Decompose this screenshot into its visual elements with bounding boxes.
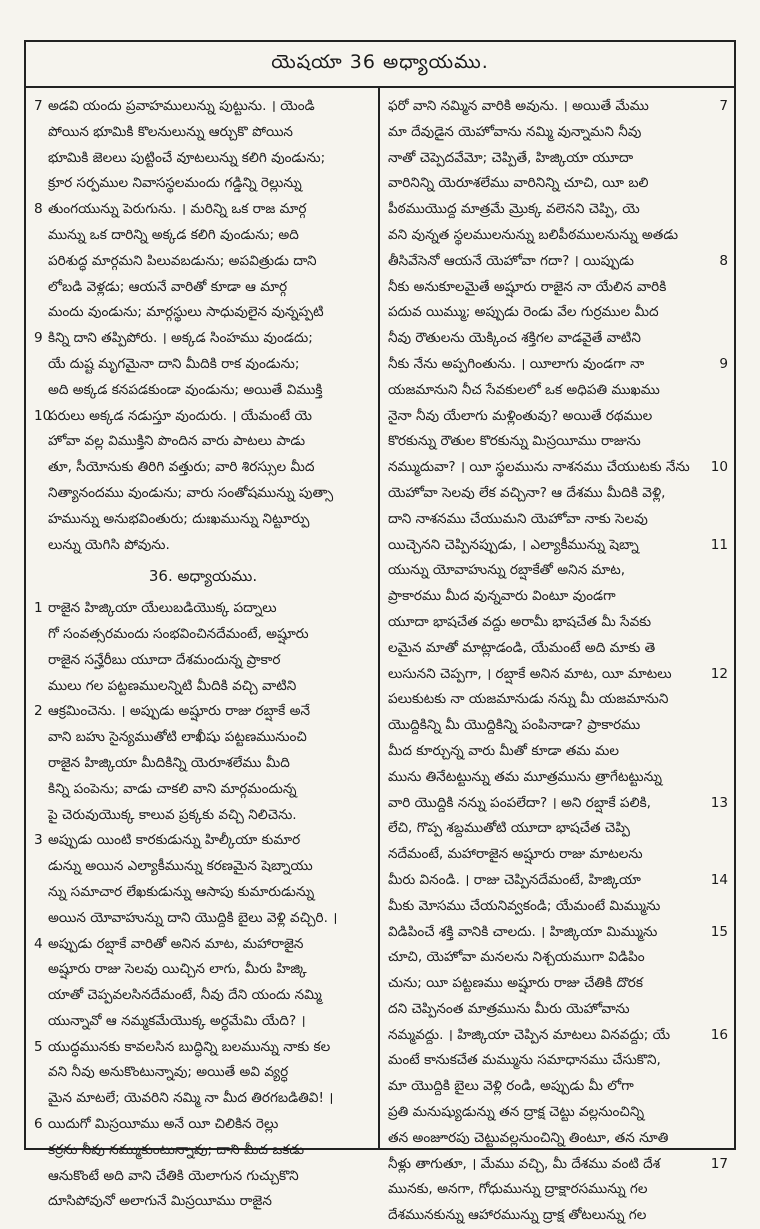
text-line <box>388 739 728 765</box>
text-line <box>34 1164 372 1190</box>
verse-number: 6 <box>34 1116 43 1133</box>
text-line <box>388 1152 728 1178</box>
verse-text: ములు గల పట్టణములన్నిటి మీదికి వచ్చి వాటిని <box>48 677 297 694</box>
verse-number <box>702 197 728 223</box>
verse-number <box>702 636 728 662</box>
verse-number <box>34 1138 48 1164</box>
verse-number <box>702 1203 728 1229</box>
verse-number <box>34 120 48 146</box>
verse-text: క్రూర సర్పముల నివాసస్థలమందు గడ్డిన్ని రెల్లున్ను <box>48 175 302 192</box>
text-line <box>388 894 728 920</box>
verse-number <box>34 1189 48 1215</box>
verse-number: 7 <box>719 98 728 114</box>
text-line <box>34 1112 372 1138</box>
verse-text: తుంగయున్ను పెరుగును. । మరిన్ని ఒక రాజ మార్గ <box>48 201 307 218</box>
verse-text: కిన్ని పంపెను; వాడు చాకలి వాని మార్గమందున్న <box>48 780 297 797</box>
verse-number <box>702 1177 728 1203</box>
verse-text: రాజైన సన్హేరీబు యూదా దేశమందున్న ప్రాకార <box>48 651 281 668</box>
verse-text: దని చెప్పినంత మాత్రమును మీరు యెహోవాను <box>388 1000 630 1017</box>
verse-text: మా యొద్దికి బైలు వెళ్లి రండి, అప్పుడు మీ లోగా <box>388 1078 634 1095</box>
text-line <box>388 146 728 172</box>
verse-number <box>34 352 48 378</box>
verse-number <box>702 171 728 197</box>
verse-number <box>702 275 728 301</box>
verse-number <box>702 481 728 507</box>
verse-number: 2 <box>34 703 43 720</box>
verse-number <box>34 507 48 533</box>
verse-number <box>34 906 48 932</box>
verse-text: మైన మాటలే; యెవరిని నమ్మి నా మీద తిరగబడితివి! । <box>48 1090 334 1107</box>
verse-text: ఆక్రమించెను. । అప్పుడు అష్షూరు రాజు రబ్షాకే అనే <box>48 703 311 720</box>
verse-number <box>34 622 48 648</box>
verse-text: నిత్యానందము వుండును; వారు సంతోషమున్ను పుత్సా <box>48 484 334 501</box>
text-line <box>388 352 728 378</box>
verse-number <box>702 584 728 610</box>
verse-text: గో సంవత్సరమందు సంభవించినదేమంటే, అష్షూరు <box>48 625 309 642</box>
text-line <box>34 725 372 751</box>
verse-text: యజమానుని నీచ సేవకులలో ఒక అధిపతి ముఖము <box>388 381 660 398</box>
verse-text: నీకు అనుకూలమైతే అష్షూరు రాజైన నా యేలిన వారికి <box>388 278 667 295</box>
text-line <box>34 906 372 932</box>
verse-text: ఆనుకొంటే అది వాని చేతికి యెలాగున గుచ్చుకొని <box>48 1167 299 1184</box>
text-line <box>388 662 728 688</box>
verse-number <box>34 533 48 559</box>
text-line <box>388 120 728 146</box>
text-line <box>388 1023 728 1049</box>
verse-text: మున్ను ఒక దారిన్ని అక్కడ కలిగి వుండును; అది <box>48 226 299 243</box>
verse-text: యిచ్చెనని చెప్పినప్పుడు, । ఎల్యాకీమున్ను షెబ్నా <box>388 536 639 553</box>
verse-number: 8 <box>34 201 43 218</box>
verse-text: పరులు అక్కడ నడుస్తూ వుందురు. । యేమంటే యె <box>48 407 312 424</box>
text-line <box>34 146 372 172</box>
text-line <box>34 932 372 958</box>
text-line <box>34 429 372 455</box>
two-column-body <box>26 88 734 1224</box>
verse-text: పలుకుటకు నా యజమానుడు నన్ను మీ యజమానుని <box>388 691 669 708</box>
verse-text: భూమికి జెలలు పుట్టించే వూటలున్ను కలిగి వుండును; <box>48 149 326 166</box>
verse-number <box>34 146 48 172</box>
verse-number <box>702 971 728 997</box>
verse-text: యున్నావో ఆ నమ్మకమేయొక్క అర్ధమేమి యేది? । <box>48 1012 306 1029</box>
text-line <box>388 816 728 842</box>
verse-text: రాజైన హిజ్కియా యేలుబడియొక్క పద్నాలు <box>48 600 277 617</box>
verse-number <box>34 725 48 751</box>
text-line <box>388 197 728 223</box>
verse-text: విడిపించే శక్తి వానికి చాలదు. । హిజ్కియా మిమ్మును <box>388 923 658 940</box>
verse-text: చూచి, యెహోవా మనలను నిశ్చయముగా విడిపిం <box>388 949 645 966</box>
chapter-heading: 36. అధ్యాయము. <box>148 567 258 586</box>
text-line <box>34 751 372 777</box>
verse-number <box>702 378 728 404</box>
verse-number <box>34 300 48 326</box>
text-line <box>388 481 728 507</box>
verse-text: నమ్మవద్దు. । హిజ్కియా చెప్పిన మాటలు వినవద్దు; యే <box>388 1026 671 1043</box>
text-line <box>34 1060 372 1086</box>
text-line <box>388 300 728 326</box>
verse-text: లోబడి వెళ్లడు; ఆయనే వారితో కూడా ఆ మార్గ <box>48 278 288 295</box>
text-line <box>34 404 372 430</box>
verse-text: హోవా వల్ల విముక్తిని పొందిన వారు పాటలు పాడు <box>48 433 306 450</box>
verse-text: యెహోవా సెలవు లేక వచ్చినా? ఆ దేశము మీదికి వెళ్లి, <box>388 484 666 501</box>
text-line <box>34 352 372 378</box>
verse-number <box>34 751 48 777</box>
verse-number <box>702 1074 728 1100</box>
verse-number <box>702 404 728 430</box>
verse-number: 9 <box>719 355 728 372</box>
verse-number <box>34 854 48 880</box>
text-line <box>34 533 372 559</box>
verse-text: పదువ యిమ్ము; అప్పుడు రెండు వేల గుర్రముల మీద <box>388 304 659 321</box>
verse-number: 1 <box>34 600 43 617</box>
verse-text: నీవు రౌతులను యెక్కించ శక్తిగల వాడవైతే వాటిని <box>388 330 641 347</box>
verse-number: 14 <box>710 871 728 888</box>
verse-text: వాని బహు సైన్యముతోటి లాఖీషు పట్టణమునుంచి <box>48 729 307 746</box>
verse-number <box>34 249 48 275</box>
verse-text: దాని నాశనము చేయుమని యెహోవా నాకు సెలవు <box>388 510 648 527</box>
verse-text: మా దేవుడైన యెహోవాను నమ్మి వున్నామని నీవు <box>388 123 642 140</box>
text-line <box>34 300 372 326</box>
verse-text: తూ, సీయోనుకు తిరిగి వత్తురు; వారి శిరస్సుల మీద <box>48 459 315 476</box>
verse-text: మీకు మోసము చేయనివ్వకండి; యేమంటే మిమ్మును <box>388 897 661 914</box>
text-line <box>388 610 728 636</box>
verse-number <box>34 1009 48 1035</box>
verse-number: 12 <box>710 665 728 682</box>
verse-text: డున్ను అయిన ఎల్యాకీమున్ను కరణమైన షెబ్నాయు <box>48 858 313 875</box>
verse-number <box>34 1164 48 1190</box>
text-line <box>34 1138 372 1164</box>
verse-number <box>34 983 48 1009</box>
verse-text: పరిశుద్ధ మార్గమని పిలువబడును; అపవిత్రుడు దాని <box>48 252 317 269</box>
verse-number <box>702 120 728 146</box>
left-column <box>26 88 380 1210</box>
text-line <box>34 648 372 674</box>
verse-text: లమైన మాతో మాట్లాడండి, యేమంటే అది మాకు తె <box>388 639 656 656</box>
text-line <box>34 171 372 197</box>
verse-text: మీరు వినండి. । రాజు చెప్పినదేమంటే, హిజ్కియా <box>388 871 641 888</box>
verse-text: మునకు, అనగా, గోధుమున్ను ద్రాక్షారసమున్ను గల <box>388 1181 648 1198</box>
verse-text: యుద్ధమునకు కావలసిన బుద్ధిన్ని బలమున్ను నాకు కల <box>48 1038 331 1055</box>
text-line <box>34 854 372 880</box>
text-line <box>34 1086 372 1112</box>
verse-text: న్ను సమాచార లేఖకుడున్ను ఆసాపు కుమారుడున్ను <box>48 883 315 900</box>
text-line <box>388 275 728 301</box>
text-line <box>388 971 728 997</box>
verse-text: యొద్దికిన్ని మీ యొద్దికిన్ని పంపినాడా? ప్రాకారము <box>388 717 641 734</box>
text-line <box>388 404 728 430</box>
verse-text: చును; యీ పట్టణము అష్షూరు రాజు చేతికి దొరక <box>388 975 643 992</box>
text-line <box>388 558 728 584</box>
text-line <box>34 481 372 507</box>
verse-number: 4 <box>34 935 43 952</box>
text-line <box>388 1100 728 1126</box>
verse-text: దూసిపోవునో అలాగునే మిస్రయీము రాజైన <box>48 1193 272 1210</box>
right-column <box>380 88 734 1224</box>
text-line <box>388 1177 728 1203</box>
text-line <box>388 223 728 249</box>
text-line <box>388 868 728 894</box>
verse-text: మంటే కానుకచేత మమ్మును సమాధానము చేసుకొని, <box>388 1052 661 1069</box>
verse-number <box>34 223 48 249</box>
text-line <box>388 507 728 533</box>
verse-number <box>702 300 728 326</box>
text-line <box>388 765 728 791</box>
verse-number <box>702 326 728 352</box>
verse-number <box>34 455 48 481</box>
verse-text: తీసివేసెనో ఆయనే యెహోవా గదా? । యిప్పుడు <box>388 252 634 269</box>
verse-number: 16 <box>710 1026 728 1043</box>
text-line <box>34 880 372 906</box>
text-line <box>34 828 372 854</box>
verse-number <box>702 1048 728 1074</box>
verse-text: ఫరో వాని నమ్మిన వారికి అవును. । అయితే మేము <box>388 98 649 114</box>
text-line <box>34 223 372 249</box>
text-line <box>34 957 372 983</box>
text-line <box>34 1035 372 1061</box>
text-line <box>34 378 372 404</box>
text-line <box>388 533 728 559</box>
verse-number <box>34 648 48 674</box>
verse-number <box>702 765 728 791</box>
verse-number <box>702 816 728 842</box>
text-line <box>34 326 372 352</box>
verse-number: 9 <box>34 330 43 347</box>
verse-text: నైనా నీవు యేలాగు మళ్లింతువు? అయితే రథముల <box>388 407 653 424</box>
verse-text: అప్పుడు యింటి కారకుడున్ను హిల్కీయా కుమార <box>48 832 301 849</box>
verse-text: యిదుగో మిస్రయీము అనే యీ చిలికిన రెల్లు <box>48 1116 279 1133</box>
verse-number: 13 <box>710 794 728 811</box>
verse-number <box>702 894 728 920</box>
text-line <box>34 674 372 700</box>
verse-number <box>702 1100 728 1126</box>
verse-text: వారి యొద్దికి నన్ను పంపలేదా? । అని రబ్షాకే పలికి, <box>388 794 651 811</box>
verse-text: యాతో చెప్పవలసినదేమంటే, నీవు దేని యందు నమ్మి <box>48 987 322 1004</box>
text-line <box>388 791 728 817</box>
verse-number <box>34 1060 48 1086</box>
text-line <box>388 636 728 662</box>
verse-number <box>702 1126 728 1152</box>
verse-text: లున్ను యెగిసి పోవును. <box>48 536 170 553</box>
text-line <box>34 197 372 223</box>
verse-number <box>34 378 48 404</box>
text-line <box>34 622 372 648</box>
text-line <box>34 803 372 829</box>
text-line <box>388 1203 728 1229</box>
verse-number <box>34 481 48 507</box>
verse-number <box>702 997 728 1023</box>
verse-text: అప్పుడు రబ్షాకే వారితో అనిన మాట, మహారాజైన <box>48 935 304 952</box>
verse-text: మందు వుండును; మార్గస్థులు సాధువులైన వున్నప్పటి <box>48 304 324 321</box>
verse-text: నీకు నేను అప్పగింతును. । యీలాగు వుండగా నా <box>388 355 645 372</box>
verse-number <box>34 880 48 906</box>
verse-text: మీద కూర్చున్న వారు మీతో కూడా తమ మల <box>388 742 620 759</box>
verse-text: పోయిన భూమికి కొలనులున్ను ఆర్చుకొ పోయిన <box>48 123 293 140</box>
text-line <box>34 699 372 725</box>
verse-text: కిన్ని దాని తప్పిపోరు. । అక్కడ సింహము వుండదు; <box>48 330 313 347</box>
text-line <box>388 378 728 404</box>
text-line <box>34 983 372 1009</box>
verse-number <box>34 275 48 301</box>
verse-number: 3 <box>34 832 43 849</box>
text-line <box>34 1009 372 1035</box>
text-line <box>388 713 728 739</box>
text-line <box>388 842 728 868</box>
verse-text: యే దుష్ట మృగమైనా దాని మీదికి రాక వుండును; <box>48 355 300 372</box>
text-line <box>388 584 728 610</box>
text-line <box>34 275 372 301</box>
text-line <box>34 455 372 481</box>
text-line <box>388 1048 728 1074</box>
verse-text: లేచి, గొప్ప శబ్దముతోటి యూదా భాషచేత చెప్పి <box>388 820 630 837</box>
text-line <box>388 94 728 120</box>
verse-text: పీఠముయొద్ద మాత్రమే మ్రొక్క వలెనని చెప్పి, యె <box>388 201 640 218</box>
verse-number <box>702 945 728 971</box>
verse-text: వని నీవు అనుకొంటున్నావు; అయితే అవి వ్యర్ధ <box>48 1064 289 1081</box>
page-header <box>26 42 734 88</box>
verse-text: కొరకున్ను రౌతుల కొరకున్ను మిస్రయీము రాజును <box>388 433 641 450</box>
verse-number: 10 <box>710 459 728 476</box>
verse-text: కర్రను నీవు నమ్ముకుంటున్నావు; దాని మీద ఒకడు <box>48 1141 305 1158</box>
verse-text: లుసునని చెప్పగా, । రబ్షాకే అనిన మాట, యీ మాటలు <box>388 665 672 682</box>
verse-text: అష్షూరు రాజు సెలవు యిచ్చిన లాగు, మీరు హిజ్కి <box>48 961 307 978</box>
text-line <box>388 326 728 352</box>
verse-text: యున్ను యోవాహున్ను రబ్షాకేతో అనిన మాట, <box>388 562 626 579</box>
text-line <box>388 920 728 946</box>
verse-number <box>702 713 728 739</box>
verse-number <box>34 803 48 829</box>
verse-number: 10 <box>34 407 52 424</box>
text-line <box>388 997 728 1023</box>
verse-number <box>702 610 728 636</box>
text-line <box>34 507 372 533</box>
verse-text: నదేమంటే, మహారాజైన అష్షూరు రాజు మాటలను <box>388 846 643 863</box>
verse-number <box>702 507 728 533</box>
verse-text: ప్రతి మనుష్యుడున్ను తన ద్రాక్ష చెట్టు వల్లనుంచిన్ని <box>388 1104 645 1121</box>
verse-number <box>34 777 48 803</box>
verse-number: 8 <box>719 252 728 269</box>
verse-text: పై చెరువుయొక్క కాలువ ప్రక్కకు వచ్చి నిలిచెను. <box>48 806 297 823</box>
page-title: యెషయా 36 అధ్యాయము. <box>271 50 489 73</box>
text-line <box>388 687 728 713</box>
verse-number <box>34 1086 48 1112</box>
verse-number <box>702 687 728 713</box>
verse-number <box>702 429 728 455</box>
verse-text: తన అంజూరపు చెట్టువల్లనుంచిన్ని తింటూ, తన నూతి <box>388 1129 669 1146</box>
text-line <box>34 249 372 275</box>
verse-text: అయిన యోవాహున్ను దాని యొద్దికి బైలు వెళ్లి వచ్చిరి. । <box>48 909 338 926</box>
text-line <box>388 171 728 197</box>
verse-number: 11 <box>710 536 728 553</box>
verse-text: వని వున్నత స్థలములనున్ను బలిపీఠములనున్ను అతడు <box>388 226 679 243</box>
verse-text: ప్రాకారము మీద వున్నవారు వింటూ వుండగా <box>388 588 616 605</box>
verse-text: నాతో చెప్పెదవేమో; చెప్పితే, హిజ్కియా యూదా <box>388 149 634 166</box>
verse-text: వారినిన్ని యెరూశలేము వారినిన్ని చూచి, యీ బలి <box>388 175 649 192</box>
verse-number: 15 <box>710 923 728 940</box>
text-line <box>388 455 728 481</box>
text-line <box>34 1189 372 1215</box>
verse-text: యూదా భాషచేత వద్దు అరామీ భాషచేత మీ సేవకు <box>388 613 652 630</box>
verse-number <box>702 739 728 765</box>
verse-text: దేశమునకున్ను ఆహారమున్ను ద్రాక్ష తోటలున్ను గల <box>388 1207 647 1224</box>
verse-number <box>34 429 48 455</box>
scripture-page <box>24 40 736 1224</box>
verse-number <box>702 558 728 584</box>
verse-number: 17 <box>710 1155 728 1172</box>
verse-text: అడవి యందు ప్రవాహములున్ను పుట్టును. । యెండి <box>48 98 315 114</box>
verse-text: మును తినేటట్టున్ను తమ మూత్రమును త్రాగేటట్టున్ను <box>388 768 662 785</box>
verse-number <box>34 674 48 700</box>
verse-number <box>702 146 728 172</box>
verse-text: రాజైన హిజ్కియా మీదికిన్ని యెరూశలేము మీది <box>48 754 290 771</box>
text-line <box>388 1126 728 1152</box>
text-line <box>388 1074 728 1100</box>
verse-number <box>702 842 728 868</box>
verse-number <box>34 957 48 983</box>
text-line <box>34 777 372 803</box>
verse-text: హమున్ను అనుభవింతురు; దుఃఖమున్ను నిట్టూర్పు <box>48 510 310 527</box>
verse-number <box>34 171 48 197</box>
text-line <box>34 596 372 622</box>
text-line <box>388 249 728 275</box>
verse-number: 7 <box>34 98 43 114</box>
text-line <box>34 94 372 120</box>
verse-number <box>702 223 728 249</box>
text-line <box>388 429 728 455</box>
text-line <box>388 945 728 971</box>
verse-text: అది అక్కడ కనపడకుండా వుండును; అయితే విముక్తి <box>48 381 323 398</box>
verse-number: 5 <box>34 1038 43 1055</box>
verse-text: నీళ్లు తాగుతూ, । మేము వచ్చి, మీ దేశము వంటి దేశ <box>388 1155 661 1172</box>
text-line <box>34 120 372 146</box>
verse-text: నమ్ముదువా? । యీ స్థలమును నాశనము చేయుటకు నేను <box>388 459 690 476</box>
